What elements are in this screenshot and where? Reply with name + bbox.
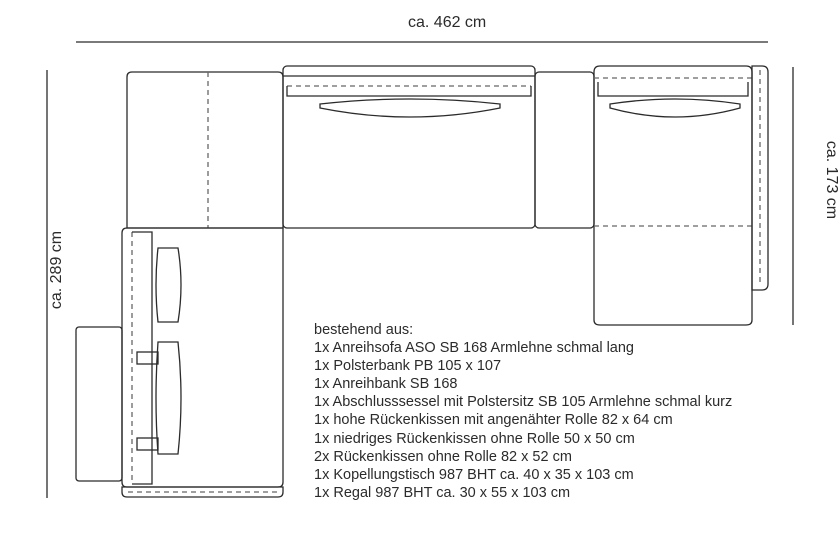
- parts-item: 1x Anreihbank SB 168: [314, 376, 458, 393]
- parts-item: 1x Abschlusssessel mit Polstersitz SB 105 Armlehne schmal kurz: [314, 394, 733, 411]
- parts-item: 1x Kopellungstisch 987 BHT ca. 40 x 35 x 103 cm: [314, 466, 634, 483]
- back-cushion: [156, 248, 181, 322]
- connector-block: [535, 72, 594, 228]
- parts-heading: bestehend aus:: [314, 322, 414, 338]
- width-dimension-label: ca. 462 cm: [408, 14, 487, 31]
- side-table: [76, 327, 122, 481]
- back-cushion: [320, 99, 500, 117]
- middle-bench-module: [283, 66, 535, 228]
- parts-item: 1x niedriges Rückenkissen ohne Rolle 50 x 50 cm: [314, 430, 635, 447]
- back-cushion: [156, 342, 181, 454]
- left-bench-module: [122, 228, 283, 497]
- parts-item: 1x Regal 987 BHT ca. 30 x 55 x 103 cm: [314, 484, 571, 501]
- parts-item: 1x Anreihsofa ASO SB 168 Armlehne schmal lang: [314, 340, 634, 357]
- parts-list: [314, 321, 732, 502]
- height-dimension-label: ca. 289 cm: [48, 230, 66, 310]
- corner-sofa-module: [127, 72, 283, 228]
- depth-dimension-label: ca. 173 cm: [823, 140, 840, 220]
- chaise-module: [594, 66, 768, 325]
- parts-item: 1x Polsterbank PB 105 x 107: [314, 358, 502, 375]
- parts-item: 1x hohe Rückenkissen mit angenähter Rolle 82 x 64 cm: [314, 412, 673, 429]
- back-cushion: [610, 99, 740, 117]
- parts-item: 2x Rückenkissen ohne Rolle 82 x 52 cm: [314, 448, 572, 465]
